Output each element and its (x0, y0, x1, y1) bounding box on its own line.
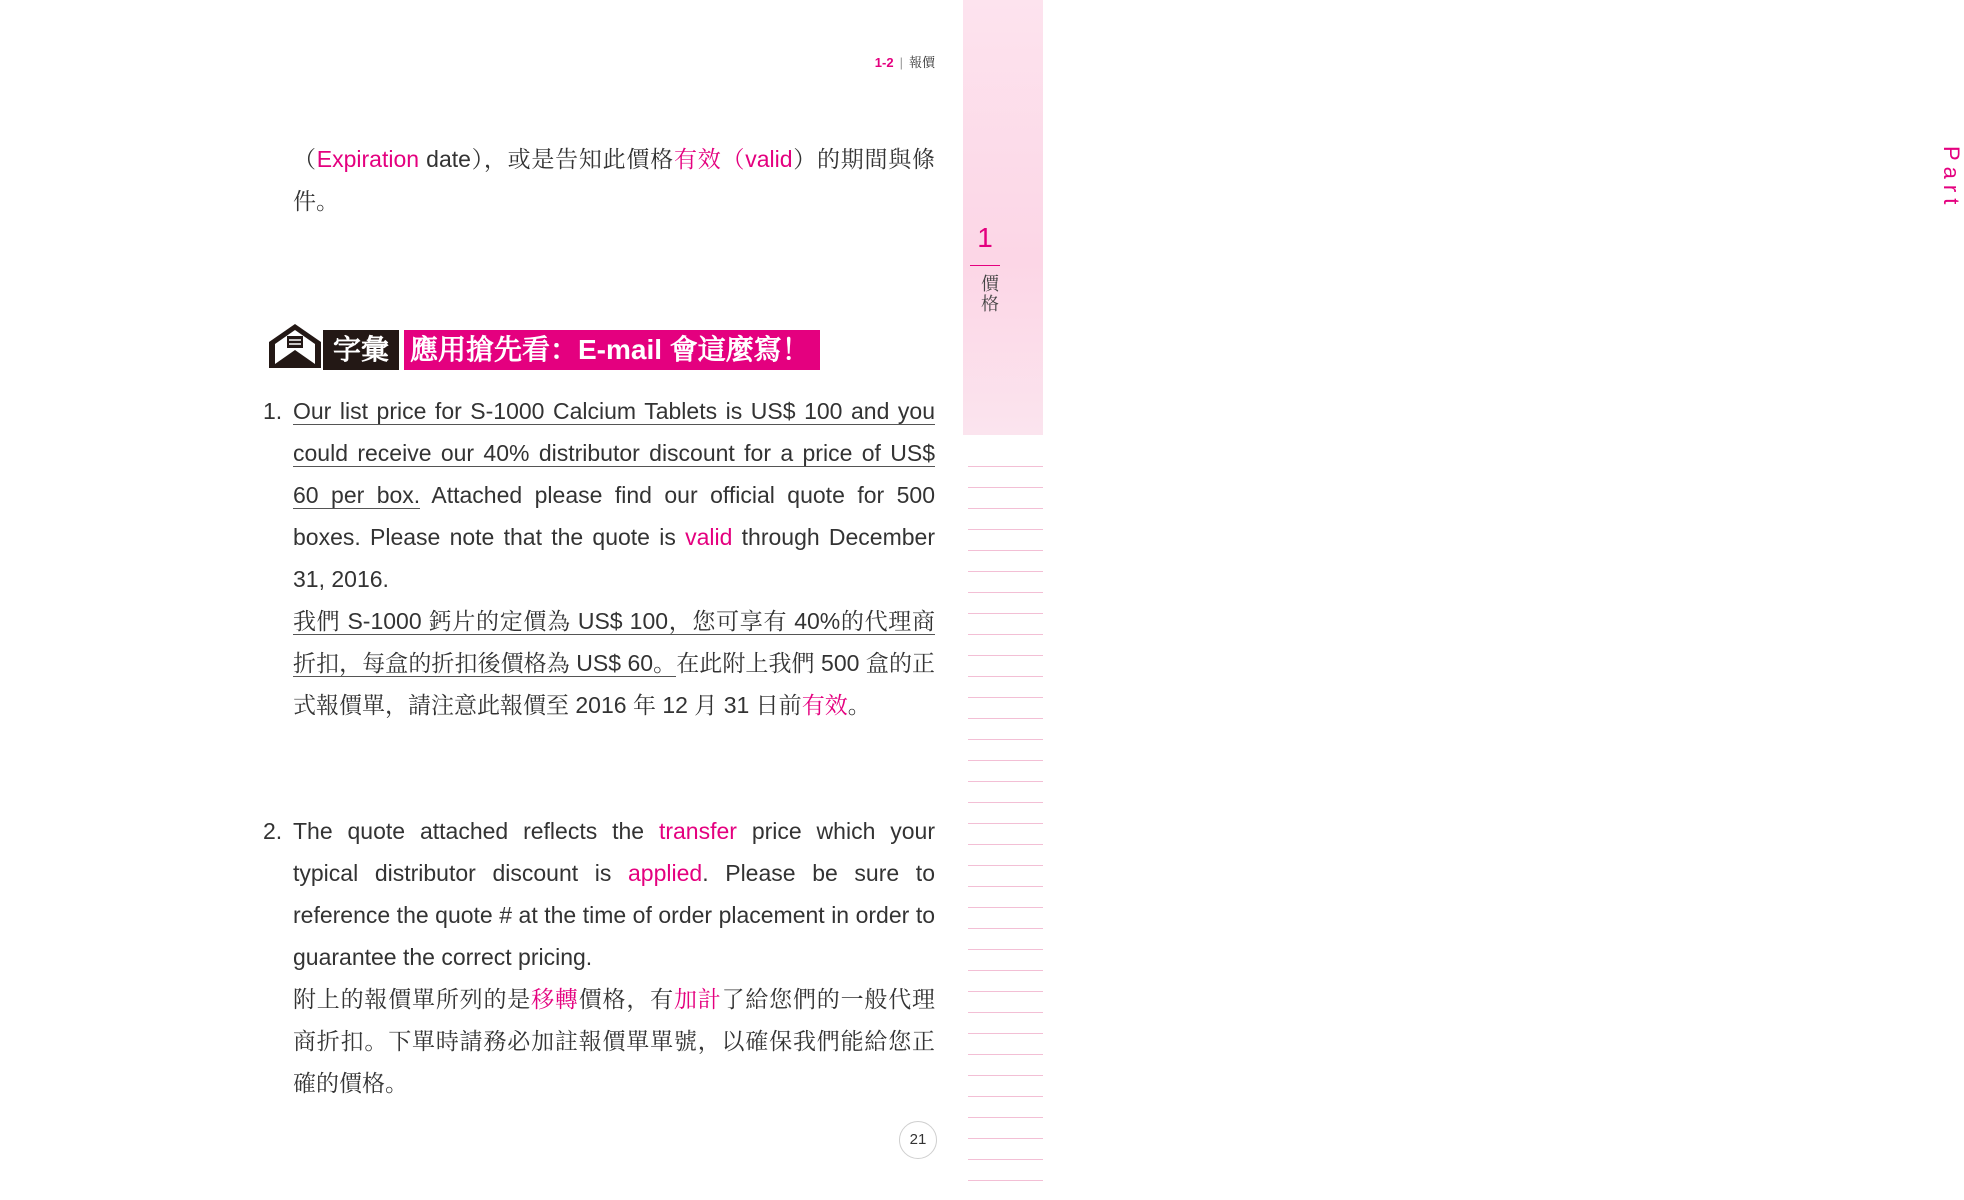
item-2-en-a: The quote attached reflects the (293, 818, 659, 844)
term-valid-en: valid (745, 146, 793, 172)
item-1-en-rest-1: Attached please find our official quote for 500 boxes. Please note that the quote is (293, 482, 935, 550)
item-1-en-highlight: valid (685, 524, 733, 550)
item-2-zh-c: 了給您們的一般代理商折扣。下單時請務必加註報價單單號，以確保我們能給您正確的價格。 (293, 986, 936, 1096)
intro-text-1: date），或是告知此價格 (419, 146, 674, 172)
envelope-icon (267, 320, 323, 370)
part-label: Part (1939, 146, 1964, 211)
item-1-zh-underlined: 我們 S-1000 鈣片的定價為 US$ 100，您可享有 40%的代理商折扣，每盒的折扣後價格為 US$ 60。 (293, 608, 935, 676)
running-header (875, 52, 935, 71)
item-2-en-b: price which your typical distributor discount is (293, 818, 935, 886)
heading-label: 字彙 (323, 330, 399, 370)
page-number: 21 (899, 1121, 937, 1159)
item-1-number: 1. (263, 398, 283, 424)
intro-text-2: ）的期間與條件。 (293, 146, 935, 214)
item-1-zh-rest: 在此附上我們 500 盒的正式報價單，請注意此報價至 2016 年 12 月 31 日前 (293, 650, 936, 718)
item-2-en-c: . Please be sure to reference the quote # at the time of order placement in order to guarantee the correct pricing. (293, 860, 935, 970)
item-1-zh-highlight: 有效 (801, 692, 848, 718)
side-divider (970, 265, 1000, 266)
item-2-number: 2. (263, 818, 283, 844)
item-1-zh-end: 。 (847, 692, 871, 718)
header-separator: | (899, 55, 903, 70)
item-2-en-highlight-1: transfer (658, 818, 737, 844)
term-valid-zh: 有效 (673, 146, 722, 172)
part-number: 1 (977, 222, 993, 253)
item-1-en-rest-2: through December 31, 2016. (293, 524, 935, 592)
intro-open-paren: （ (293, 146, 317, 172)
item-2-zh-a: 附上的報價單所列的是 (293, 986, 532, 1012)
item-2-chinese (293, 978, 935, 1104)
item-2-zh-highlight-1: 移轉 (531, 986, 579, 1012)
item-2-zh-highlight-2: 加計 (673, 986, 722, 1012)
margin-ruled-lines (968, 446, 1043, 1200)
section-title: 報價 (908, 55, 935, 70)
section-number: 1-2 (874, 55, 894, 70)
intro-paragraph (293, 138, 935, 222)
item-2-en-highlight-2: applied (628, 860, 703, 886)
item-1-en-underlined: Our list price for S-1000 Calcium Tablets is US$ 100 and you could receive our 40% distributor discount for a price of US$ 60 per box. (293, 398, 935, 508)
item-2-zh-b: 價格，有 (578, 986, 674, 1012)
item-1-english (293, 390, 935, 600)
heading-title: 應用搶先看：E-mail 會這麼寫！ (404, 330, 820, 370)
item-2-english (293, 810, 935, 978)
category-label: 價格 (979, 274, 999, 314)
item-1-chinese (293, 600, 935, 726)
intro-open-paren-2: （ (721, 146, 746, 172)
term-expiration: Expiration (316, 146, 420, 172)
